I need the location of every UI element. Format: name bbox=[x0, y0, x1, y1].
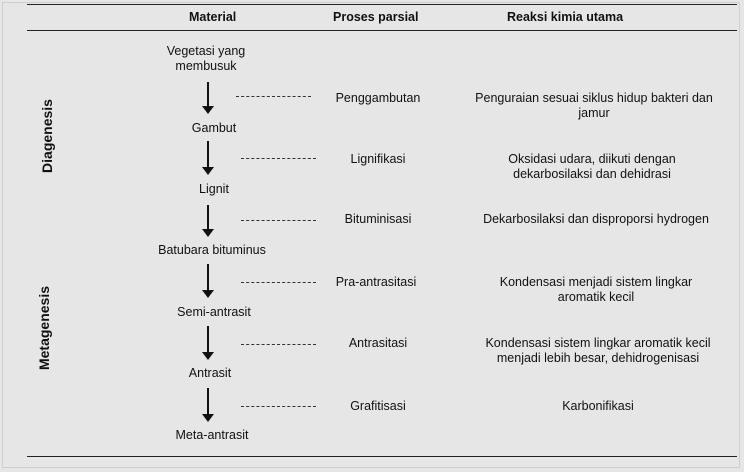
reaction-line: Oksidasi udara, diikuti dengan bbox=[508, 152, 676, 166]
reaction-line: menjadi lebih besar, dehidrogenisasi bbox=[496, 351, 700, 365]
reaction-line: Penguraian sesuai siklus hidup bakteri dan bbox=[475, 91, 713, 105]
stage-metagenesis: Metagenesis bbox=[36, 285, 52, 371]
reaction-line: aromatik kecil bbox=[557, 290, 635, 304]
material-node: Meta-antrasit bbox=[175, 428, 249, 442]
material-node: Batubara bituminus bbox=[158, 243, 266, 257]
reaction-text bbox=[456, 212, 736, 227]
dashed-connector bbox=[241, 344, 316, 345]
dashed-connector bbox=[241, 406, 316, 407]
reaction-line: Kondensasi sistem lingkar aromatik kecil bbox=[485, 336, 711, 350]
down-arrow-icon bbox=[201, 326, 215, 360]
process-label: Bituminisasi bbox=[344, 212, 412, 226]
dashed-connector bbox=[241, 220, 316, 221]
bottom-rule bbox=[27, 456, 737, 457]
material-node: Lignit bbox=[199, 182, 229, 196]
material-label: Vegetasi yang bbox=[166, 44, 246, 58]
dashed-connector bbox=[241, 158, 316, 159]
material-node: Antrasit bbox=[188, 366, 232, 380]
reaction-text bbox=[456, 275, 736, 305]
top-rule bbox=[27, 4, 737, 5]
reaction-line: dekarbosilaksi dan dehidrasi bbox=[513, 167, 671, 181]
down-arrow-icon bbox=[201, 264, 215, 298]
down-arrow-icon bbox=[201, 141, 215, 175]
reaction-text bbox=[452, 152, 732, 182]
dashed-connector bbox=[236, 96, 311, 97]
material-label: membusuk bbox=[175, 59, 237, 73]
material-node: Gambut bbox=[191, 121, 237, 135]
reaction-line: Karbonifikasi bbox=[562, 399, 634, 413]
process-label: Grafitisasi bbox=[350, 399, 406, 413]
stage-diagenesis: Diagenesis bbox=[39, 99, 55, 173]
material-node: Semi-antrasit bbox=[177, 305, 251, 319]
down-arrow-icon bbox=[201, 82, 215, 114]
dashed-connector bbox=[241, 282, 316, 283]
process-label: Lignifikasi bbox=[350, 152, 406, 166]
down-arrow-icon bbox=[201, 388, 215, 422]
header-rule bbox=[27, 30, 737, 31]
header-process: Proses parsial bbox=[333, 10, 419, 24]
reaction-text bbox=[458, 336, 738, 366]
material-node bbox=[126, 44, 286, 74]
reaction-text bbox=[458, 399, 738, 414]
reaction-line: jamur bbox=[578, 106, 610, 120]
header-material: Material bbox=[189, 10, 237, 24]
reaction-line: Kondensasi menjadi sistem lingkar bbox=[499, 275, 693, 289]
reaction-text bbox=[454, 91, 734, 121]
process-label: Penggambutan bbox=[335, 91, 421, 105]
process-label: Antrasitasi bbox=[348, 336, 408, 350]
process-label: Pra-antrasitasi bbox=[335, 275, 417, 289]
header-reaction: Reaksi kimia utama bbox=[507, 10, 624, 24]
down-arrow-icon bbox=[201, 205, 215, 237]
reaction-line: Dekarbosilaksi dan disproporsi hydrogen bbox=[483, 212, 709, 226]
